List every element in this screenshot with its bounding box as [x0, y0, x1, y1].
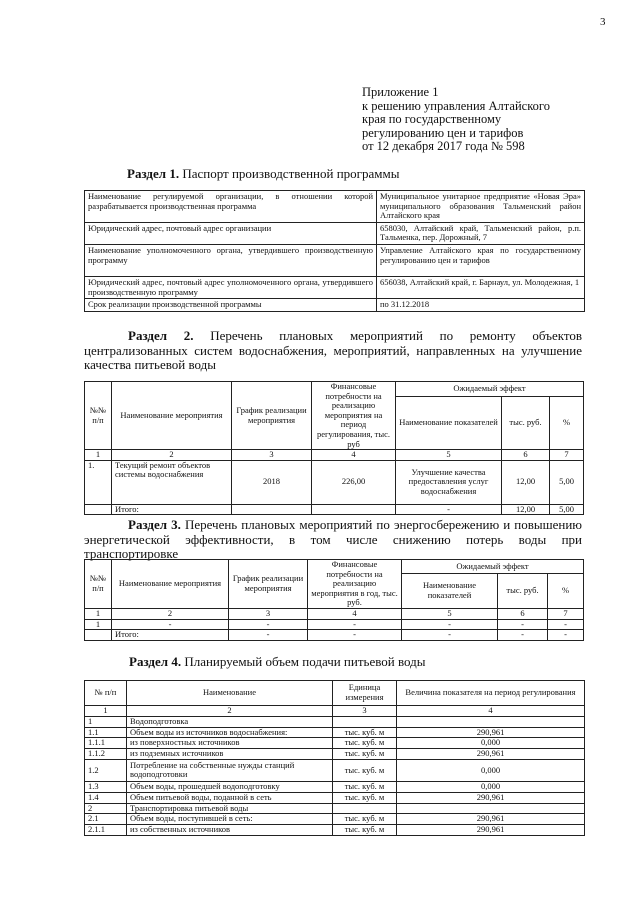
- total-indicator: -: [396, 504, 502, 515]
- table-header-row: [85, 382, 584, 397]
- passport-value: 656038, Алтайский край, г. Барнаул, ул. Молодежная, 1: [377, 276, 585, 298]
- appendix-block: [362, 86, 550, 154]
- table-row: [85, 738, 585, 749]
- header-num: №№ п/п: [85, 382, 112, 450]
- energy-table: [84, 559, 584, 641]
- row-thousand: 12,00: [502, 460, 550, 504]
- row-unit: тыс. куб. м: [333, 825, 397, 836]
- passport-value: 658030, Алтайский край, Тальменский район, р.п. Тальменка, пер. Дорожный, 7: [377, 222, 585, 244]
- appendix-line: края по государственному: [362, 112, 502, 126]
- column-number-row: [85, 608, 584, 619]
- passport-name: Юридический адрес, почтовый адрес уполномоченного органа, утвердившего производственную программу: [85, 276, 377, 298]
- total-thousand: 12,00: [502, 504, 550, 515]
- header-name: Наименование: [127, 681, 333, 706]
- passport-name: Срок реализации производственной программы: [85, 299, 377, 312]
- header-percent: %: [550, 396, 584, 449]
- table-header-row: [85, 681, 585, 706]
- col-number: 1: [85, 450, 112, 461]
- row-thousand: -: [498, 619, 548, 630]
- row-value: 0,000: [397, 759, 585, 781]
- row-indicator: Улучшение качества предоставления услуг водоснабжения: [396, 460, 502, 504]
- section4-title: Планируемый объем подачи питьевой воды: [184, 654, 426, 669]
- row-num: 1.2: [85, 759, 127, 781]
- row-name: Объем воды, поступившей в сеть:: [127, 814, 333, 825]
- table-row: [85, 716, 585, 727]
- header-name: Наименование мероприятия: [112, 560, 229, 609]
- row-num: [85, 630, 112, 641]
- row-unit: тыс. куб. м: [333, 781, 397, 792]
- table-row: [85, 814, 585, 825]
- row-name: Водоподготовка: [127, 716, 333, 727]
- table-row: [85, 299, 585, 312]
- row-value: 290,961: [397, 792, 585, 803]
- row-num: 1.1: [85, 727, 127, 738]
- passport-value: по 31.12.2018: [377, 299, 585, 312]
- row-num: 1.: [85, 460, 112, 504]
- col-number: 7: [550, 450, 584, 461]
- row-percent: 5,00: [550, 460, 584, 504]
- total-schedule: -: [229, 630, 308, 641]
- total-thousand: -: [498, 630, 548, 641]
- total-indicator: -: [402, 630, 498, 641]
- row-finance: 226,00: [312, 460, 396, 504]
- passport-value: Управление Алтайского края по государственному регулированию цен и тарифов: [377, 244, 585, 276]
- row-num: [85, 504, 112, 515]
- table-row: [85, 749, 585, 760]
- header-num: №№ п/п: [85, 560, 112, 609]
- row-percent: -: [548, 619, 584, 630]
- table-row: [85, 792, 585, 803]
- col-number: 4: [312, 450, 396, 461]
- header-indicator: Наименование показателей: [396, 396, 502, 449]
- row-num: 1.4: [85, 792, 127, 803]
- col-number: 2: [127, 706, 333, 717]
- header-schedule: График реализации мероприятия: [232, 382, 312, 450]
- table-row: [85, 759, 585, 781]
- page-number: 3: [600, 16, 606, 28]
- passport-name: Юридический адрес, почтовый адрес организации: [85, 222, 377, 244]
- col-number: 5: [402, 608, 498, 619]
- col-number: 3: [232, 450, 312, 461]
- header-effect: Ожидаемый эффект: [402, 560, 584, 574]
- row-num: 2: [85, 803, 127, 814]
- row-value: 0,000: [397, 738, 585, 749]
- header-indicator: Наименование показателей: [402, 573, 498, 608]
- row-finance: -: [308, 619, 402, 630]
- col-number: 1: [85, 706, 127, 717]
- row-schedule: 2018: [232, 460, 312, 504]
- header-effect: Ожидаемый эффект: [396, 382, 584, 397]
- section1-title: Паспорт производственной программы: [182, 166, 400, 181]
- col-number: 6: [502, 450, 550, 461]
- row-finance: [312, 504, 396, 515]
- table-row: [85, 244, 585, 276]
- col-number: 6: [498, 608, 548, 619]
- row-name: Объем воды из источников водоснабжения:: [127, 727, 333, 738]
- total-percent: 5,00: [550, 504, 584, 515]
- row-unit: [333, 716, 397, 727]
- row-num: 2.1.1: [85, 825, 127, 836]
- header-thousand: тыс. руб.: [502, 396, 550, 449]
- table-row: [85, 727, 585, 738]
- row-value: 290,961: [397, 749, 585, 760]
- row-unit: тыс. куб. м: [333, 749, 397, 760]
- row-name: Потребление на собственные нужды станций водоподготовки: [127, 759, 333, 781]
- col-number: 3: [229, 608, 308, 619]
- row-num: 1: [85, 619, 112, 630]
- passport-name: Наименование регулируемой организации, в отношении которой разрабатывается производственная программа: [85, 191, 377, 223]
- section1-label: Раздел 1.: [127, 166, 180, 181]
- row-name: из собственных источников: [127, 825, 333, 836]
- section2-heading: [84, 329, 582, 373]
- row-num: 2.1: [85, 814, 127, 825]
- row-schedule: -: [229, 619, 308, 630]
- row-num: 1.1.2: [85, 749, 127, 760]
- row-unit: тыс. куб. м: [333, 759, 397, 781]
- header-value: Величина показателя на период регулирования: [397, 681, 585, 706]
- header-name: Наименование мероприятия: [112, 382, 232, 450]
- passport-value: Муниципальное унитарное предприятие «Новая Эра» муниципального образования Тальменский район Алтайского края: [377, 191, 585, 223]
- row-value: 290,961: [397, 814, 585, 825]
- row-num: 1: [85, 716, 127, 727]
- total-label: Итого:: [112, 630, 229, 641]
- column-number-row: [85, 450, 584, 461]
- section1-heading: [127, 166, 399, 182]
- total-label: Итого:: [112, 504, 232, 515]
- header-percent: %: [548, 573, 584, 608]
- table-row: [85, 803, 585, 814]
- row-value: 0,000: [397, 781, 585, 792]
- table-row: [85, 825, 585, 836]
- passport-table: [84, 190, 585, 312]
- row-unit: тыс. куб. м: [333, 814, 397, 825]
- section4-heading: [129, 654, 426, 670]
- row-name: Текущий ремонт объектов системы водоснабжения: [112, 460, 232, 504]
- row-name: Объем воды, прошедшей водоподготовку: [127, 781, 333, 792]
- row-unit: тыс. куб. м: [333, 738, 397, 749]
- section2-title: Перечень плановых мероприятий по ремонту объектов централизованных систем водоснабжения, мероприятий, направленных на улучшение качества питьевой воды: [84, 328, 583, 372]
- row-name: Объем питьевой воды, поданной в сеть: [127, 792, 333, 803]
- row-unit: тыс. куб. м: [333, 727, 397, 738]
- header-finance: Финансовые потребности на реализацию мероприятия на период регулирования, тыс. руб: [312, 382, 396, 450]
- col-number: 5: [396, 450, 502, 461]
- section3-label: Раздел 3.: [128, 517, 181, 532]
- repair-table: [84, 381, 584, 515]
- column-number-row: [85, 706, 585, 717]
- table-header-row: [85, 560, 584, 574]
- section3-heading: [84, 518, 582, 562]
- total-row: [85, 630, 584, 641]
- row-value: 290,961: [397, 727, 585, 738]
- table-row: [85, 781, 585, 792]
- water-volume-table: [84, 680, 585, 836]
- appendix-line: регулированию цен и тарифов: [362, 125, 524, 140]
- col-number: 3: [333, 706, 397, 717]
- col-number: 1: [85, 608, 112, 619]
- row-indicator: -: [402, 619, 498, 630]
- total-row: [85, 504, 584, 515]
- table-row: [85, 191, 585, 223]
- total-finance: -: [308, 630, 402, 641]
- section3-title: Перечень плановых мероприятий по энергосбережению и повышению энергетической эффективности, в том числе снижению потерь воды при транспортировке: [84, 517, 582, 561]
- row-num: 1.1.1: [85, 738, 127, 749]
- row-schedule: [232, 504, 312, 515]
- row-value: [397, 716, 585, 727]
- appendix-line: Приложение 1: [362, 85, 439, 99]
- section4-label: Раздел 4.: [129, 654, 182, 669]
- table-row: [85, 222, 585, 244]
- total-percent: -: [548, 630, 584, 641]
- row-value: 290,961: [397, 825, 585, 836]
- table-row: [85, 276, 585, 298]
- header-finance: Финансовые потребности на реализацию мероприятия в год, тыс. руб.: [308, 560, 402, 609]
- row-name: Транспортировка питьевой воды: [127, 803, 333, 814]
- row-num: 1.3: [85, 781, 127, 792]
- header-num: № п/п: [85, 681, 127, 706]
- section2-label: Раздел 2.: [128, 328, 194, 343]
- passport-name: Наименование уполномоченного органа, утвердившего производственную программу: [85, 244, 377, 276]
- row-unit: [333, 803, 397, 814]
- header-schedule: График реализации мероприятия: [229, 560, 308, 609]
- appendix-line: от 12 декабря 2017 года № 598: [362, 139, 525, 153]
- header-thousand: тыс. руб.: [498, 573, 548, 608]
- row-name: -: [112, 619, 229, 630]
- col-number: 2: [112, 608, 229, 619]
- row-name: из поверхностных источников: [127, 738, 333, 749]
- col-number: 7: [548, 608, 584, 619]
- table-row: [85, 460, 584, 504]
- col-number: 4: [397, 706, 585, 717]
- appendix-line: к решению управления Алтайского: [362, 98, 550, 113]
- row-name: из подземных источников: [127, 749, 333, 760]
- col-number: 4: [308, 608, 402, 619]
- table-row: [85, 619, 584, 630]
- header-unit: Единица измерения: [333, 681, 397, 706]
- row-value: [397, 803, 585, 814]
- col-number: 2: [112, 450, 232, 461]
- row-unit: тыс. куб. м: [333, 792, 397, 803]
